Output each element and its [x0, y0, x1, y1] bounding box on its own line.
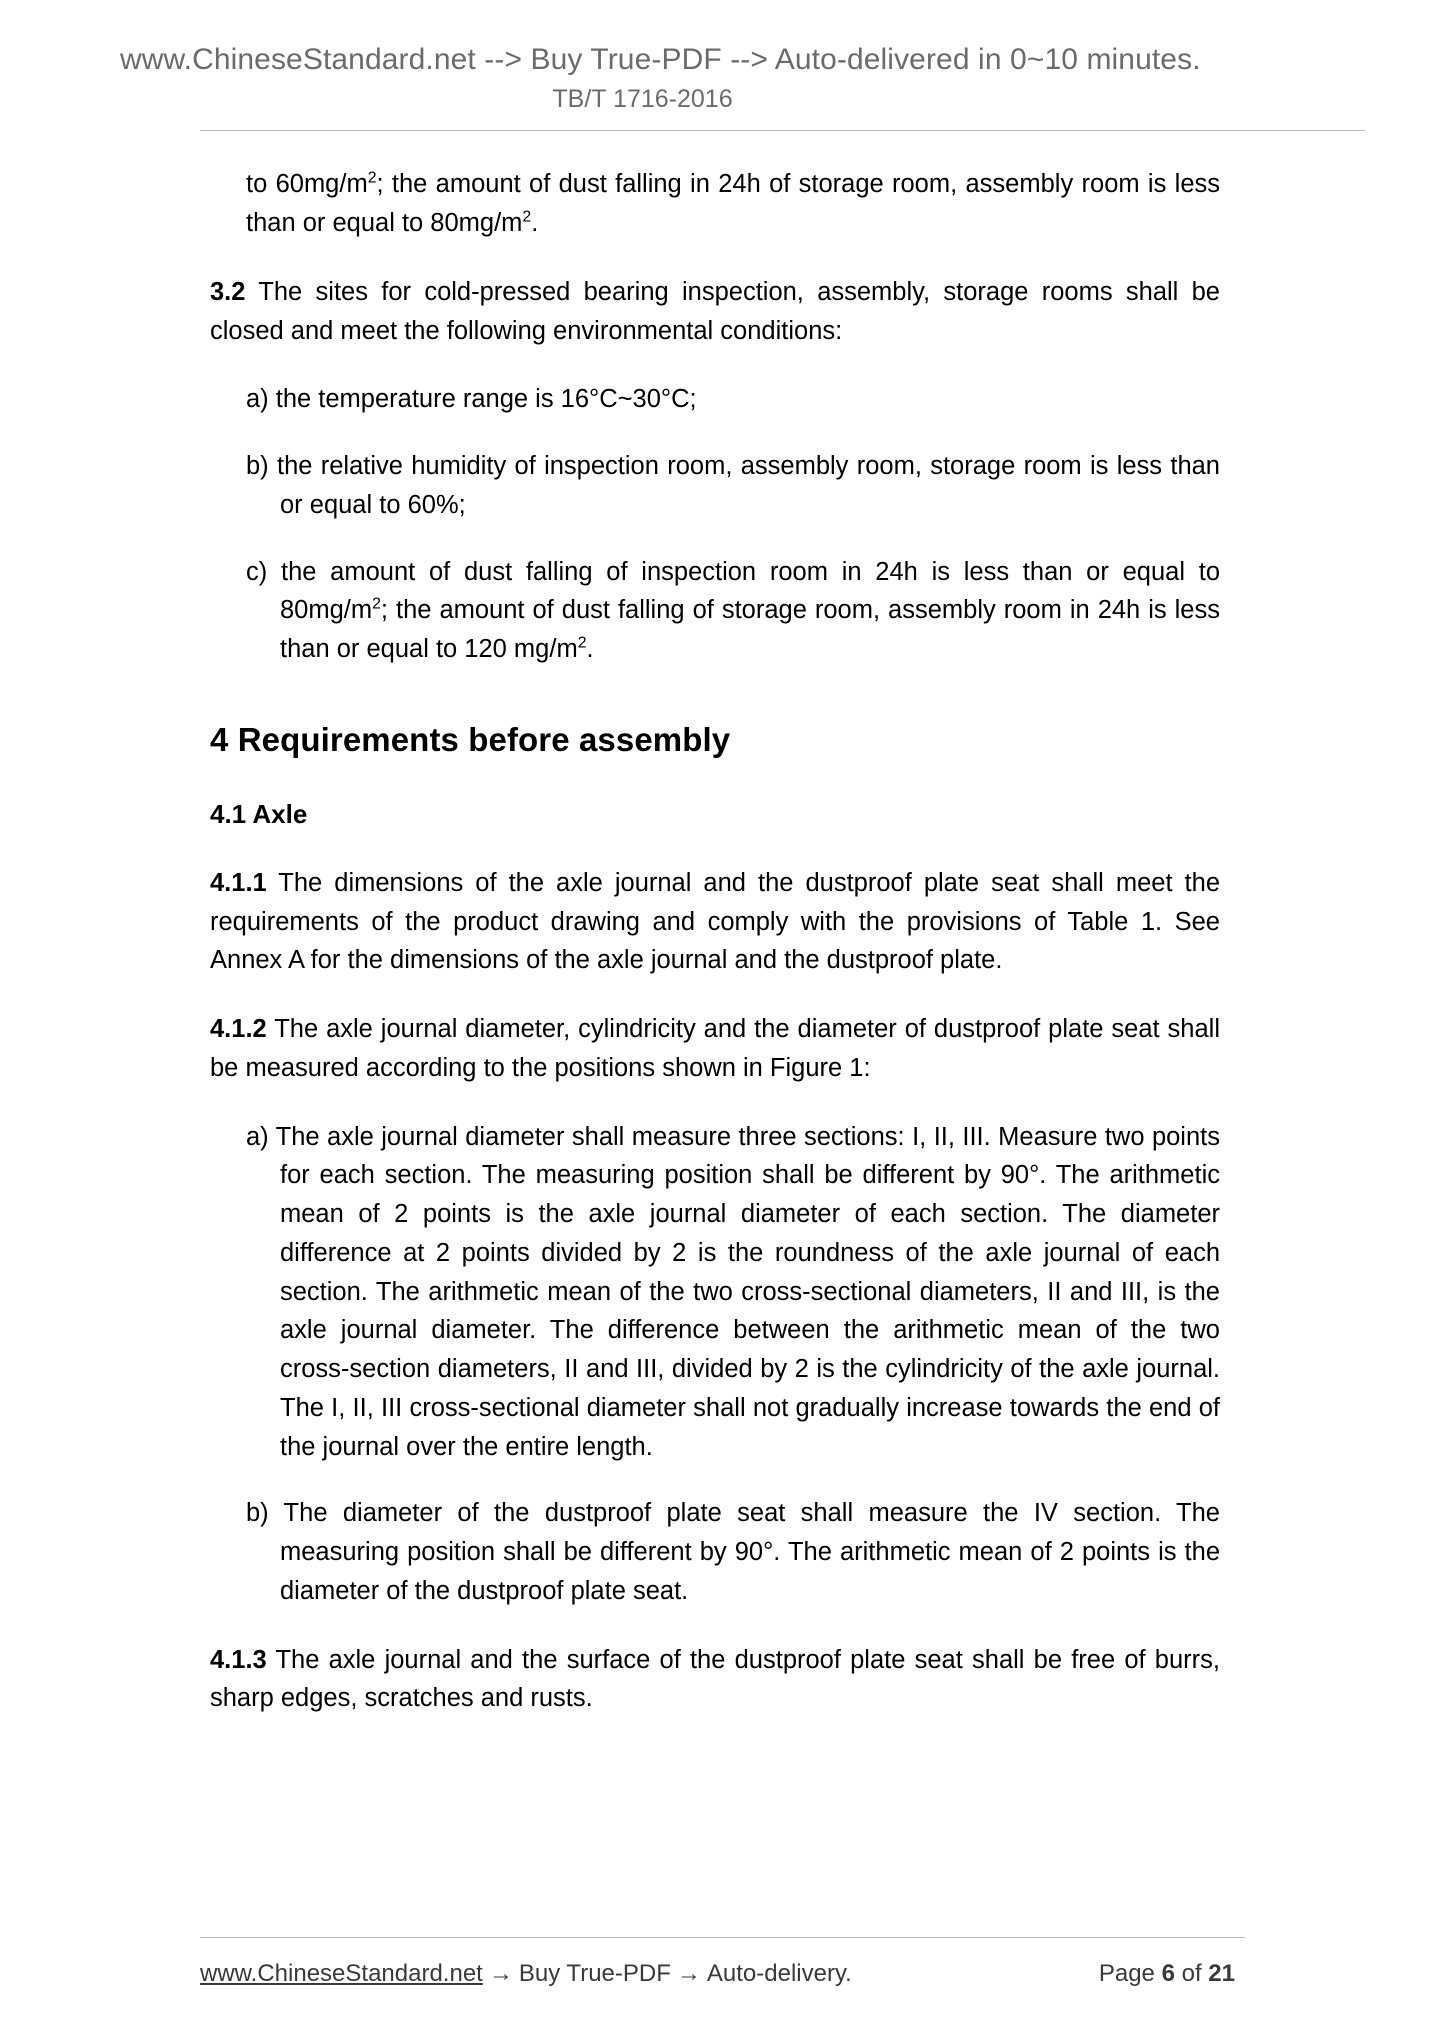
footer-page-number: 6 — [1161, 1960, 1175, 1987]
list-item-b-4-1-2: b) The diameter of the dustproof plate seat shall measure the IV section. The measuring position shall be different by 90°. The arithmetic mean of 2 points is the diameter of the dustproof plate seat. — [246, 1499, 1220, 1605]
section-heading-4: 4 Requirements before assembly — [210, 720, 731, 758]
superscript-square-4: 2 — [577, 634, 587, 652]
clause-4-1-1-number: 4.1.1 — [210, 868, 267, 897]
clause-4-1-1-text: The dimensions of the axle journal and the dustproof plate seat shall meet the requirements of the product drawing and comply with the provisions of Table 1. See Annex A for the dimensions of the axle journal and the dustproof plate. — [210, 868, 1221, 975]
clause-4-1-2-text: The axle journal diameter, cylindricity and the diameter of dustproof plate seat shall be measured according to the positions shown in Figure 1: — [210, 1015, 1220, 1082]
clause-3-2 — [210, 273, 1220, 351]
list-item-c-text-1: c) the amount of dust falling of inspection room in 24h is less than or equal to 80mg/m — [246, 557, 1220, 625]
list-item-c-text-3: . — [586, 635, 594, 663]
footer-of-label: of — [1181, 1960, 1202, 1987]
footer-delivery-label: Auto-delivery. — [706, 1960, 852, 1987]
arrow-icon-2: → — [676, 1960, 701, 1987]
paragraph-continued-text-1: to 60mg/m — [246, 170, 368, 199]
clause-4-1-3-text: The axle journal and the surface of the dustproof plate seat shall be free of burrs, sharp edges, scratches and rusts. — [210, 1645, 1220, 1713]
clause-4-1-3 — [210, 1641, 1220, 1719]
clause-4-1-2-number: 4.1.2 — [210, 1015, 267, 1043]
footer-row — [200, 1960, 1245, 1988]
list-item-a-4-1-2: a) The axle journal diameter shall measure three sections: I, II, III. Measure two points for each section. The measuring position shall be different by 90°. The arithmetic mean of 2 points is the axle journal diameter of each section. The diameter difference at 2 points divided by 2 is the roundness of the axle journal of each section. The arithmetic mean of the two cross-sectional diameters, II and III, is the axle journal diameter. The difference between the arithmetic mean of the two cross-section diameters, II and III, divided by 2 is the cylindricity of the axle journal. The I, II, III cross-sectional diameter shall not gradually increase towards the end of the journal over the entire length. — [246, 1122, 1220, 1461]
footer-page-total: 21 — [1208, 1960, 1235, 1987]
clause-4-1-3-number: 4.1.3 — [210, 1645, 267, 1674]
paragraph-continued-text-3: . — [531, 209, 539, 237]
footer-site-link[interactable]: www.ChineseStandard.net — [200, 1960, 483, 1987]
page-footer — [0, 1937, 1445, 1988]
footer-divider — [200, 1937, 1245, 1938]
list-item-b-3-2: b) the relative humidity of inspection room, assembly room, storage room is less than or equal to 60%; — [246, 452, 1220, 519]
paragraph-continued-text-2: ; the amount of dust falling in 24h of storage room, assembly room is less than or equal to 80mg/m — [246, 170, 1221, 237]
arrow-icon-1: → — [488, 1960, 513, 1987]
superscript-square-1: 2 — [367, 169, 377, 187]
header-promo-line: www.ChineseStandard.net --> Buy True-PDF --> Auto-delivered in 0~10 minutes. — [120, 43, 1201, 76]
superscript-square-2: 2 — [522, 208, 532, 226]
clause-3-2-number: 3.2 — [210, 277, 246, 306]
page-header — [0, 0, 1445, 116]
footer-buy-label: Buy True-PDF — [518, 1960, 671, 1987]
header-standard-code: TB/T 1716-2016 — [552, 84, 733, 113]
list-item-c-3-2 — [246, 553, 1220, 669]
superscript-square-3: 2 — [372, 595, 381, 613]
paragraph-continued — [246, 165, 1220, 243]
footer-page-label: Page — [1098, 1960, 1155, 1987]
clause-4-1-2 — [210, 1010, 1220, 1088]
clause-3-2-text: The sites for cold-pressed bearing inspection, assembly, storage rooms shall be closed and meet the following environmental conditions: — [210, 277, 1220, 345]
section-heading-4-1: 4.1 Axle — [210, 798, 308, 829]
list-item-a-3-2: a) the temperature range is 16°C~30°C; — [246, 385, 697, 414]
list-item-c-text-2: ; the amount of dust falling of storage room, assembly room in 24h is less than or equal to 120 mg/m — [280, 596, 1220, 663]
clause-4-1-1 — [210, 864, 1220, 980]
footer-left — [200, 1960, 1099, 1988]
footer-page-indicator — [1099, 1960, 1245, 1988]
page-content — [0, 131, 1340, 1718]
